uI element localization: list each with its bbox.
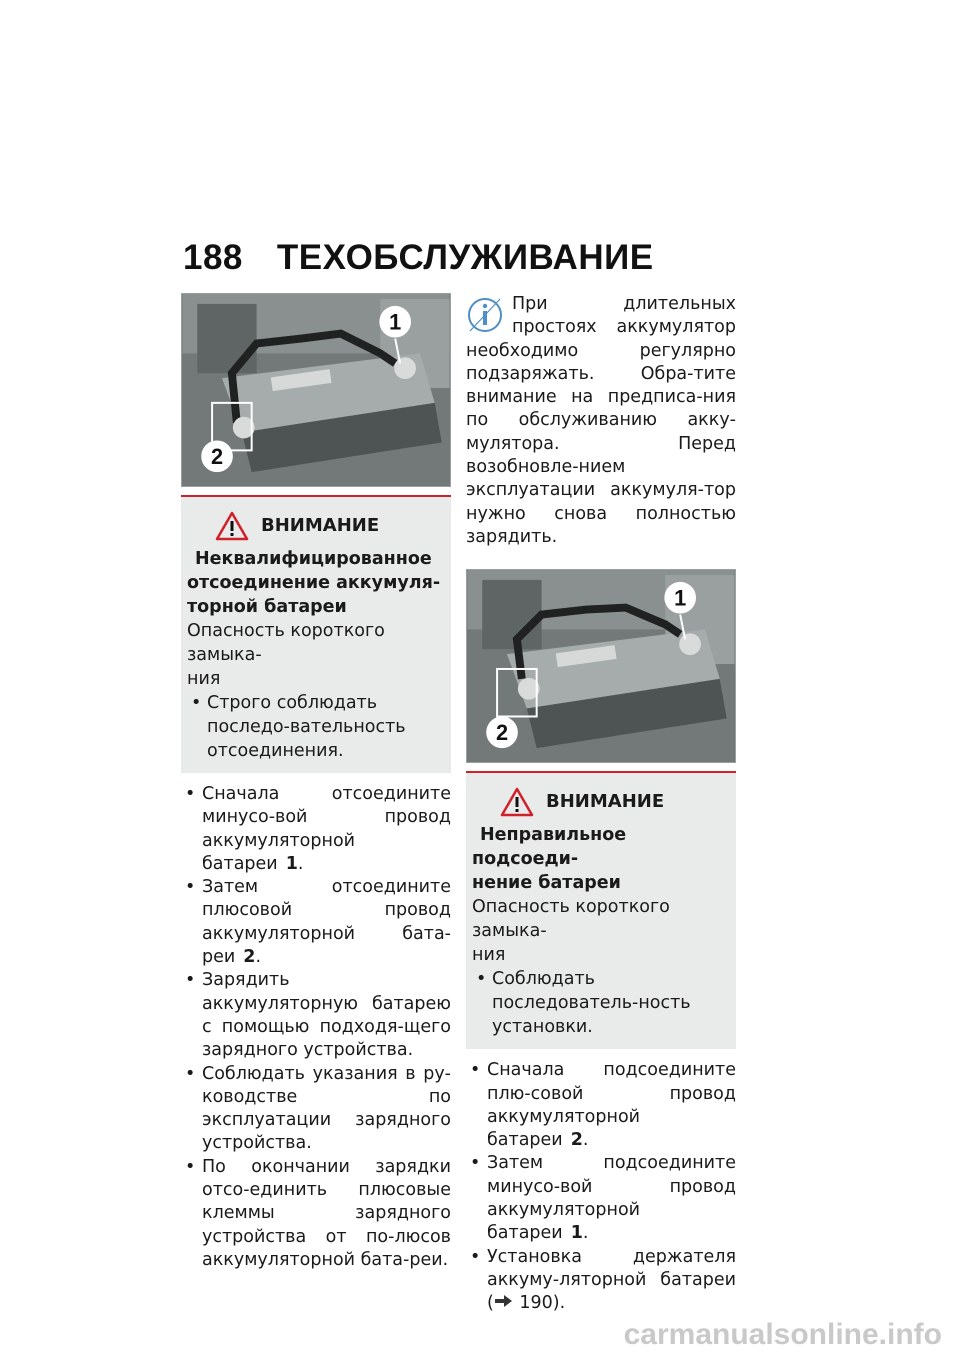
- warning-title: ВНИМАНИЕ: [546, 791, 665, 813]
- warning-subtitle: Неквалифицированное отсоединение аккумуля- торной батареи: [187, 549, 441, 617]
- warning-triangle-icon: [500, 787, 534, 817]
- info-icon: [466, 295, 504, 335]
- step-reference: 2: [570, 1130, 583, 1151]
- right-column: [466, 293, 736, 1316]
- warning-hazard: Опасность короткого замыка- ния: [472, 897, 670, 966]
- list-item: • По окончании зарядки отсо-единить плюсовые клеммы зарядного устройства от по-люсов аккумуляторной бата-реи.: [181, 1156, 451, 1272]
- list-item: • Соблюдать указания в ру-ководстве по эксплуатации зарядного устройства.: [181, 1063, 451, 1156]
- warning-title: ВНИМАНИЕ: [261, 515, 380, 536]
- photo-label-1: 1: [389, 309, 402, 335]
- page-reference-arrow-icon: [494, 1294, 514, 1308]
- step-reference: 1: [285, 853, 298, 874]
- list-item: • Затем подсоедините минусо-вой провод аккумуляторной батареи 1.: [466, 1152, 736, 1245]
- page-number: 188: [183, 238, 243, 277]
- photo-label-2: 2: [210, 444, 224, 470]
- info-text: При длительных простоях аккумулятор необходимо регулярно подзаряжать. Обра-тите внимание на предписа-ния по обслуживанию акку-мулятора. Перед возобновле-нием эксплуатации аккумуля-тор нужно снова полностью зарядить.: [466, 294, 736, 547]
- step-reference: 2: [243, 947, 256, 968]
- page-reference-link[interactable]: 190).: [519, 1293, 566, 1314]
- warning-hazard: Опасность короткого замыка- ния: [187, 621, 385, 689]
- warning-box: [181, 495, 451, 773]
- warning-box: [466, 771, 736, 1049]
- warning-instruction: • Строго соблюдать последо-вательность отсоединения.: [187, 691, 441, 763]
- watermark: carmanualsonline.info: [623, 1318, 942, 1351]
- info-note: [466, 293, 736, 549]
- list-item: • Затем отсоедините плюсовой провод аккумуляторной бата-реи 2.: [181, 876, 451, 969]
- warning-triangle-icon: [215, 511, 249, 541]
- step-reference: 1: [570, 1223, 583, 1244]
- list-item: • Установка держателя аккуму-ляторной батареи ( 190).: [466, 1246, 736, 1316]
- battery-connect-photo: [466, 569, 736, 763]
- warning-subtitle: Неправильное подсоеди- нение батареи: [472, 825, 627, 894]
- disconnect-steps: [181, 783, 451, 1272]
- left-column: [181, 293, 451, 1272]
- list-item: • Сначала отсоедините минусо-вой провод аккумуляторной батареи 1.: [181, 783, 451, 876]
- list-item: • Сначала подсоедините плю-совой провод аккумуляторной батареи 2.: [466, 1059, 736, 1152]
- photo-label-1: 1: [674, 585, 687, 611]
- warning-instruction: • Соблюдать последователь-ность установки.: [472, 967, 726, 1039]
- page-title: ТЕХОБСЛУЖИВАНИЕ: [276, 238, 654, 277]
- list-item: • Зарядить аккумуляторную батарею с помощью подходя-щего зарядного устройства.: [181, 969, 451, 1062]
- battery-disconnect-photo: [181, 293, 451, 487]
- photo-label-2: 2: [495, 720, 509, 746]
- page-header: [183, 238, 654, 278]
- connect-steps: [466, 1059, 736, 1315]
